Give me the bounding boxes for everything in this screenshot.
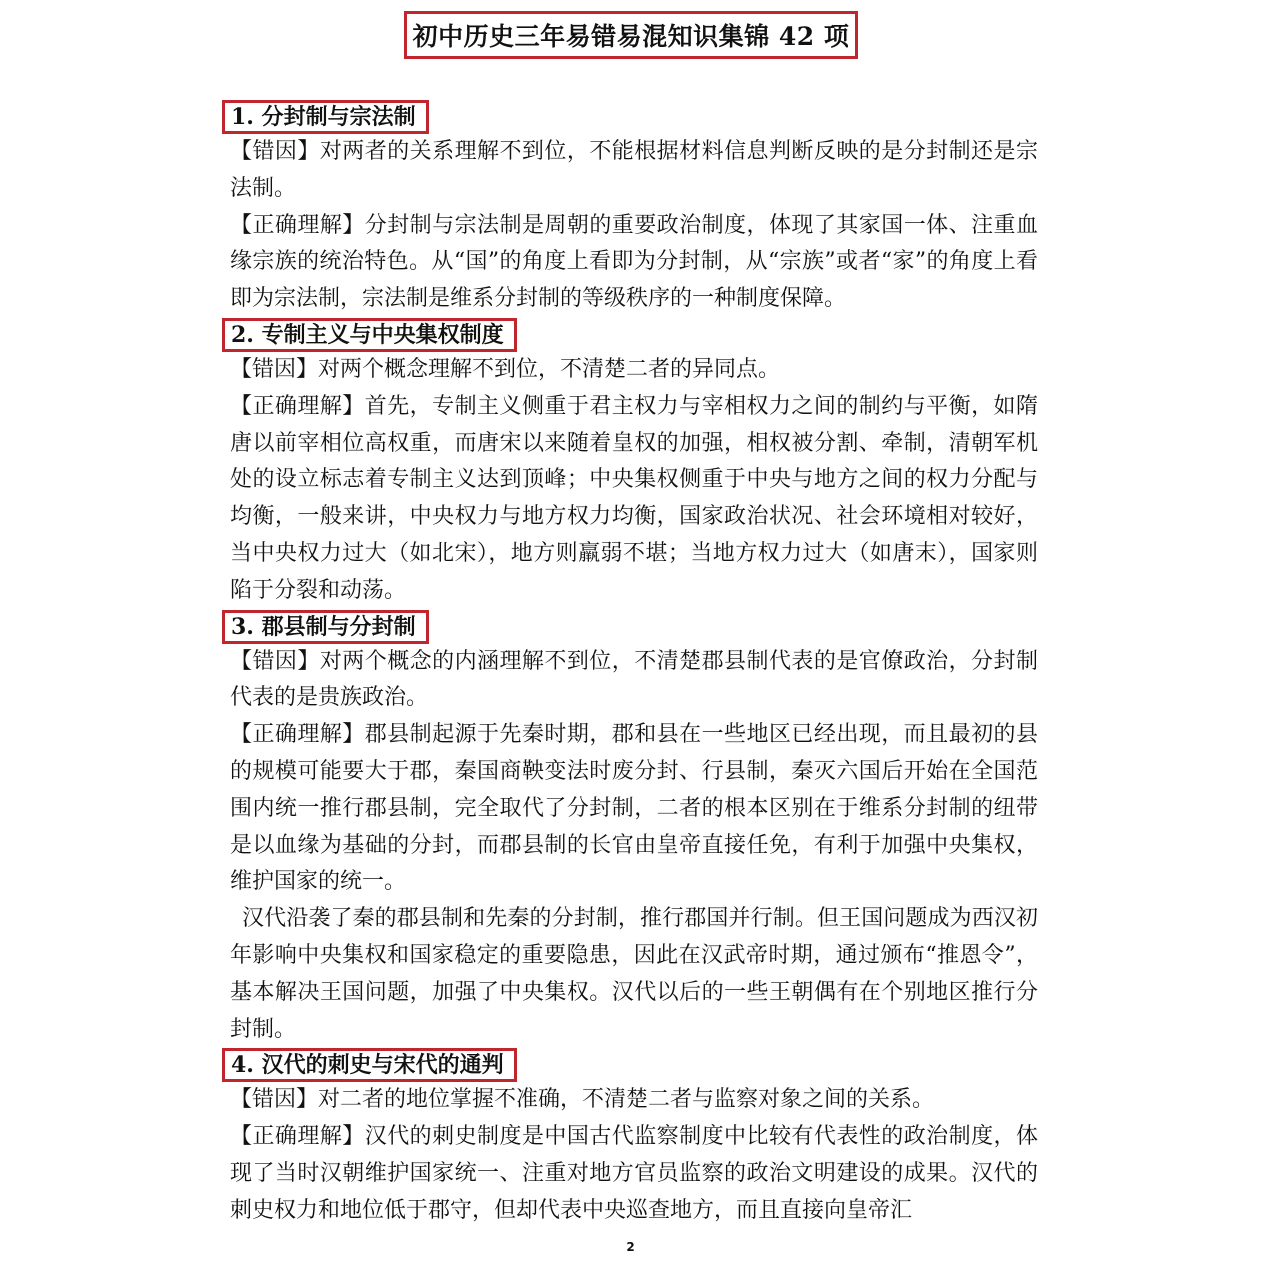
section-heading-3: 3. 郡县制与分封制 (222, 610, 429, 644)
section-2-correct (230, 389, 1038, 610)
document-body (230, 100, 1038, 1230)
section-3-error (230, 644, 1038, 718)
section-1-correct (230, 208, 1038, 318)
correct-tag: 【正确理解】 (230, 1124, 365, 1150)
section-4-error (230, 1082, 1038, 1119)
correct-text: 郡县制起源于先秦时期，郡和县在一些地区已经出现，而且最初的县的规模可能要大于郡，秦国商鞅变法时废分封、行县制，秦灭六国后开始在全国范围内统一推行郡县制，完全取代了分封制，二者的根本区别在于维系分封制的纽带是以血缘为基础的分封，而郡县制的长官由皇帝直接任免，有利于加强中央集权，维护国家的统一。 (230, 722, 1038, 895)
section-3-correct (230, 717, 1038, 901)
section-2-error (230, 352, 1038, 389)
error-tag: 【错因】 (230, 139, 320, 164)
section-1-error (230, 134, 1038, 208)
correct-text: 首先，专制主义侧重于君主权力与宰相权力之间的制约与平衡，如隋唐以前宰相位高权重，而唐宋以来随着皇权的加强，相权被分割、牵制，清朝军机处的设立标志着专制主义达到顶峰；中央集权侧重于中央与地方之间的权力分配与均衡，一般来讲，中央权力与地方权力均衡，国家政治状况、社会环境相对较好，当中央权力过大（如北宋），地方则羸弱不堪；当地方权力过大（如唐末），国家则陷于分裂和动荡。 (230, 393, 1038, 603)
correct-text: 分封制与宗法制是周朝的重要政治制度，体现了其家国一体、注重血缘宗族的统治特色。从“国”的角度上看即为分封制，从“宗族”或者“家”的角度上看即为宗法制，宗法制是维系分封制的等级秩序的一种制度保障。 (230, 212, 1038, 312)
error-tag: 【错因】 (230, 1087, 319, 1113)
section-heading-1: 1. 分封制与宗法制 (222, 100, 429, 134)
correct-tag: 【正确理解】 (230, 212, 365, 238)
page-number: 2 (626, 1240, 635, 1254)
correct-tag: 【正确理解】 (230, 393, 365, 419)
section-4-correct (230, 1119, 1038, 1229)
section-3-extra: 汉代沿袭了秦的郡县制和先秦的分封制，推行郡国并行制。但王国问题成为西汉初年影响中央集权和国家稳定的重要隐患，因此在汉武帝时期，通过颁布“推恩令”，基本解决王国问题，加强了中央集权。汉代以后的一些王朝偶有在个别地区推行分封制。 (230, 906, 1038, 1042)
error-text: 对两个概念理解不到位，不清楚二者的异同点。 (318, 356, 781, 382)
error-tag: 【错因】 (230, 648, 320, 674)
error-text: 对两者的关系理解不到位，不能根据材料信息判断反映的是分封制还是宗法制。 (230, 139, 1038, 201)
error-tag: 【错因】 (230, 356, 319, 382)
correct-text: 汉代的刺史制度是中国古代监察制度中比较有代表性的政治制度，体现了当时汉朝维护国家统一、注重对地方官员监察的政治文明建设的成果。汉代的刺史权力和地位低于郡守，但却代表中央巡查地方，而且直接向皇帝汇 (230, 1124, 1038, 1223)
page-title: 初中历史三年易错易混知识集锦 42 项 (404, 11, 858, 59)
error-text: 对两个概念的内涵理解不到位，不清楚郡县制代表的是官僚政治，分封制代表的是贵族政治。 (230, 648, 1038, 711)
section-heading-4: 4. 汉代的刺史与宋代的通判 (222, 1048, 517, 1082)
error-text: 对二者的地位掌握不准确，不清楚二者与监察对象之间的关系。 (318, 1087, 935, 1113)
correct-tag: 【正确理解】 (230, 722, 365, 748)
section-heading-2: 2. 专制主义与中央集权制度 (222, 318, 517, 352)
